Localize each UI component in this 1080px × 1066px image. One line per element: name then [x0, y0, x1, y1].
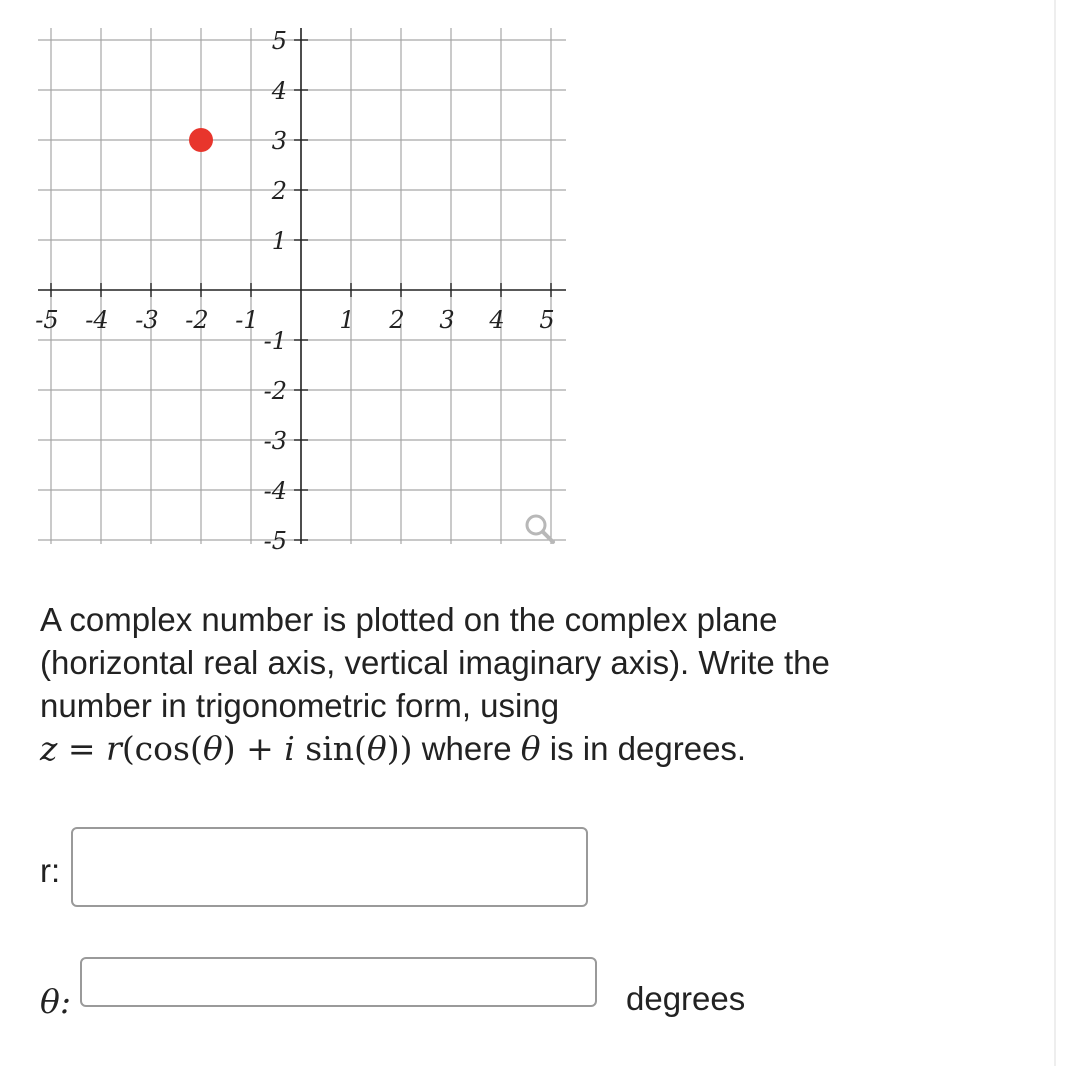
theta-symbol: θ [520, 729, 541, 768]
prompt-line-4 [40, 727, 1040, 770]
y-tick-label: 3 [271, 127, 287, 155]
x-tick-label: 2 [389, 306, 405, 334]
y-tick-label: -4 [263, 477, 287, 505]
r-field-row [40, 826, 600, 906]
y-tick-label: -3 [263, 427, 287, 455]
y-tick-labels [264, 27, 287, 555]
x-tick-label: 5 [539, 306, 555, 334]
theta-field-row [40, 956, 780, 1036]
y-tick-label: 2 [271, 177, 287, 205]
degrees-unit-label: degrees [626, 980, 746, 1017]
formula-cos: (cos( [121, 729, 203, 768]
plotted-point[interactable] [189, 128, 213, 152]
r-label: r: [40, 852, 61, 889]
theta-label: θ: [40, 982, 71, 1021]
tail-text: is in degrees. [540, 730, 747, 767]
formula-z: z [40, 729, 58, 768]
y-tick-label: 4 [271, 77, 287, 105]
prompt-line-3: number in trigonometric form, using [40, 687, 560, 724]
prompt-line-2: (horizontal real axis, vertical imaginary axis). Write the [40, 644, 830, 681]
formula-plus: ) + [222, 729, 285, 768]
question-prompt [40, 598, 1040, 770]
formula-equals: = [57, 729, 107, 768]
trig-form-formula [40, 729, 413, 768]
formula-r: r [106, 729, 122, 768]
x-tick-labels [35, 306, 554, 334]
x-tick-label: -2 [185, 306, 209, 334]
where-text: where [412, 730, 521, 767]
axes [38, 28, 566, 544]
x-tick-label: -5 [35, 306, 59, 334]
x-tick-label: -4 [85, 306, 109, 334]
y-tick-label: -2 [263, 377, 287, 405]
formula-theta-2: θ [366, 729, 387, 768]
y-tick-label: -1 [263, 327, 287, 355]
grid-lines [38, 28, 566, 544]
magnifier-icon[interactable] [527, 516, 553, 542]
theta-input[interactable] [80, 957, 597, 1007]
r-input[interactable] [71, 827, 588, 907]
complex-plane-graph[interactable] [0, 0, 600, 560]
y-tick-label: -5 [263, 527, 287, 555]
x-tick-label: 4 [489, 306, 505, 334]
formula-i: i [284, 729, 295, 768]
x-tick-label: 1 [339, 306, 355, 334]
formula-sin: sin( [294, 729, 367, 768]
y-tick-label: 1 [271, 227, 287, 255]
page-right-border [1054, 0, 1056, 1066]
formula-close: )) [386, 729, 413, 768]
x-tick-label: 3 [439, 306, 455, 334]
x-tick-label: -1 [235, 306, 259, 334]
y-tick-label: 5 [271, 27, 287, 55]
formula-theta-1: θ [202, 729, 223, 768]
prompt-line-1: A complex number is plotted on the complex plane [40, 601, 778, 638]
x-tick-label: -3 [135, 306, 159, 334]
